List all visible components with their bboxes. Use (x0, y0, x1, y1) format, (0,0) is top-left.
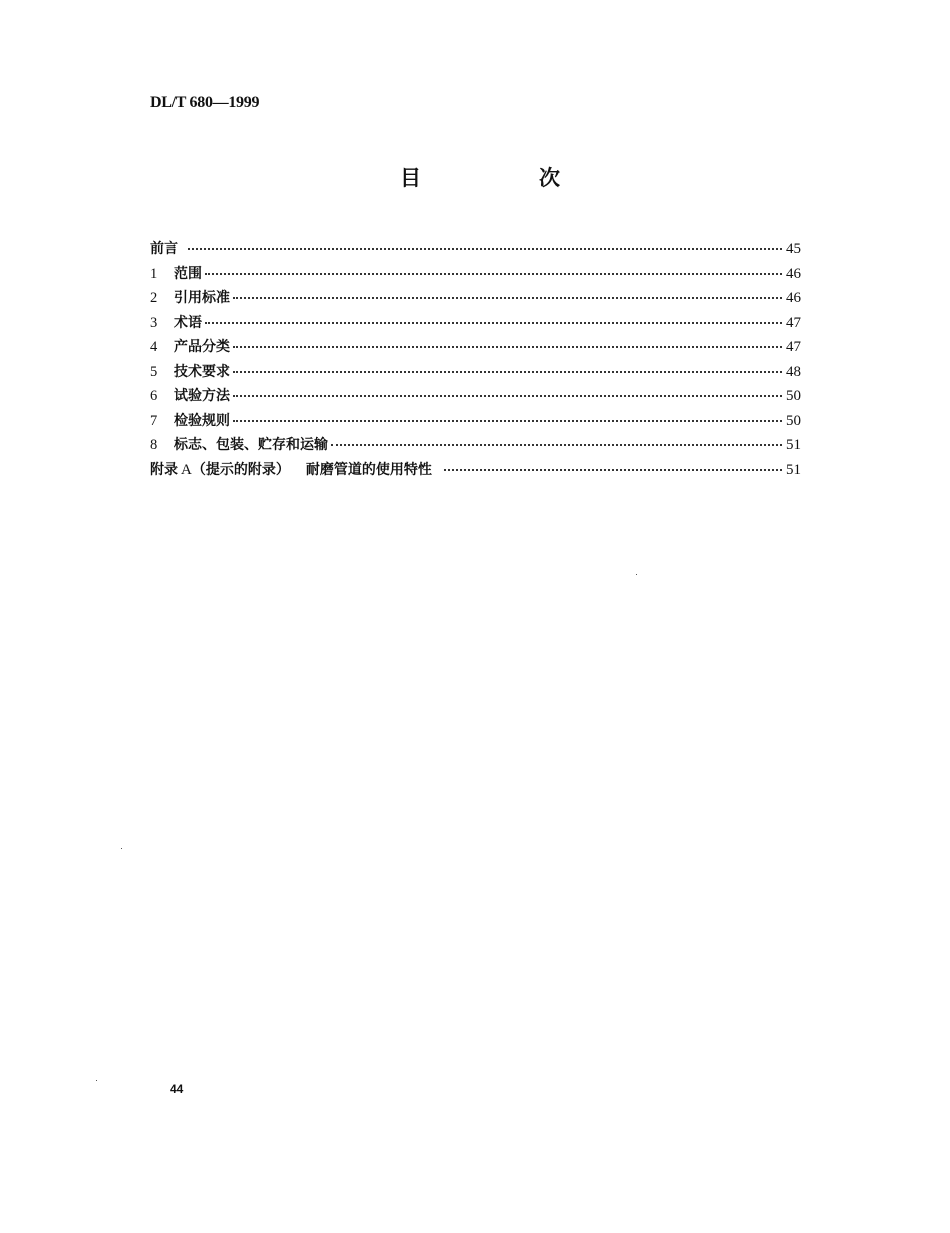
toc-leader-dots (233, 371, 782, 373)
appendix-note: （提示的附录） (191, 461, 290, 478)
toc-entry-page: 47 (786, 314, 801, 331)
page-number: 44 (170, 1082, 184, 1096)
toc-entry-requirements[interactable] (150, 361, 801, 386)
scan-speck (121, 848, 122, 849)
toc-entry-page: 50 (786, 412, 801, 429)
toc-leader-dots (233, 420, 782, 422)
toc-entry-label: 范围 (174, 265, 202, 282)
toc-entry-page: 51 (786, 437, 801, 453)
toc-title-char-1: 目 (400, 166, 421, 190)
toc-entry-label: 前言 (150, 241, 178, 257)
toc-title (400, 162, 560, 192)
toc-leader-dots (205, 322, 782, 324)
toc-entry-number: 5 (150, 363, 158, 380)
appendix-title: 耐磨管道的使用特性 (305, 461, 432, 478)
toc-entry-label: 标志、包装、贮存和运输 (174, 437, 328, 453)
toc-entry-normative-references[interactable] (150, 287, 801, 312)
toc-entry-inspection-rules[interactable] (150, 410, 801, 435)
toc-entry-label: 引用标准 (174, 290, 230, 306)
toc-entry-page: 45 (786, 241, 801, 257)
toc-leader-dots (444, 469, 782, 471)
toc-entry-label: 术语 (174, 314, 202, 331)
table-of-contents (150, 238, 801, 483)
toc-entry-appendix-a[interactable] (150, 459, 801, 484)
toc-leader-dots (233, 395, 782, 397)
toc-entry-scope[interactable] (150, 263, 801, 288)
scan-speck (636, 574, 637, 575)
toc-entry-page: 46 (786, 290, 801, 306)
toc-entry-number: 1 (150, 265, 158, 282)
toc-entry-marking-packaging[interactable] (150, 434, 801, 459)
toc-entry-test-methods[interactable] (150, 385, 801, 410)
toc-leader-dots (188, 248, 782, 250)
scan-speck (96, 1080, 97, 1081)
toc-entry-number: 2 (150, 290, 158, 306)
toc-entry-label: 产品分类 (174, 339, 230, 355)
toc-entry-terms[interactable] (150, 312, 801, 337)
toc-entry-page: 51 (786, 461, 801, 478)
standard-code: DL/T 680—1999 (150, 94, 260, 111)
toc-entry-page: 47 (786, 339, 801, 355)
toc-entry-label: 技术要求 (174, 363, 230, 380)
toc-entry-number: 7 (150, 412, 158, 429)
appendix-prefix: 附录 (150, 461, 178, 478)
toc-entry-number: 4 (150, 339, 158, 355)
toc-entry-page: 46 (786, 265, 801, 282)
toc-leader-dots (331, 444, 782, 446)
toc-entry-number: 8 (150, 437, 158, 453)
toc-leader-dots (205, 273, 782, 275)
toc-entry-page: 50 (786, 388, 801, 404)
toc-entry-page: 48 (786, 363, 801, 380)
appendix-letter: A (181, 461, 192, 478)
toc-leader-dots (233, 297, 782, 299)
toc-entry-label: 试验方法 (174, 388, 230, 404)
toc-entry-number: 6 (150, 388, 158, 404)
toc-entry-classification[interactable] (150, 336, 801, 361)
toc-entry-foreword[interactable] (150, 238, 801, 263)
toc-entry-number: 3 (150, 314, 158, 331)
toc-title-char-2: 次 (539, 166, 560, 190)
toc-leader-dots (233, 346, 782, 348)
toc-entry-label: 检验规则 (174, 412, 230, 429)
